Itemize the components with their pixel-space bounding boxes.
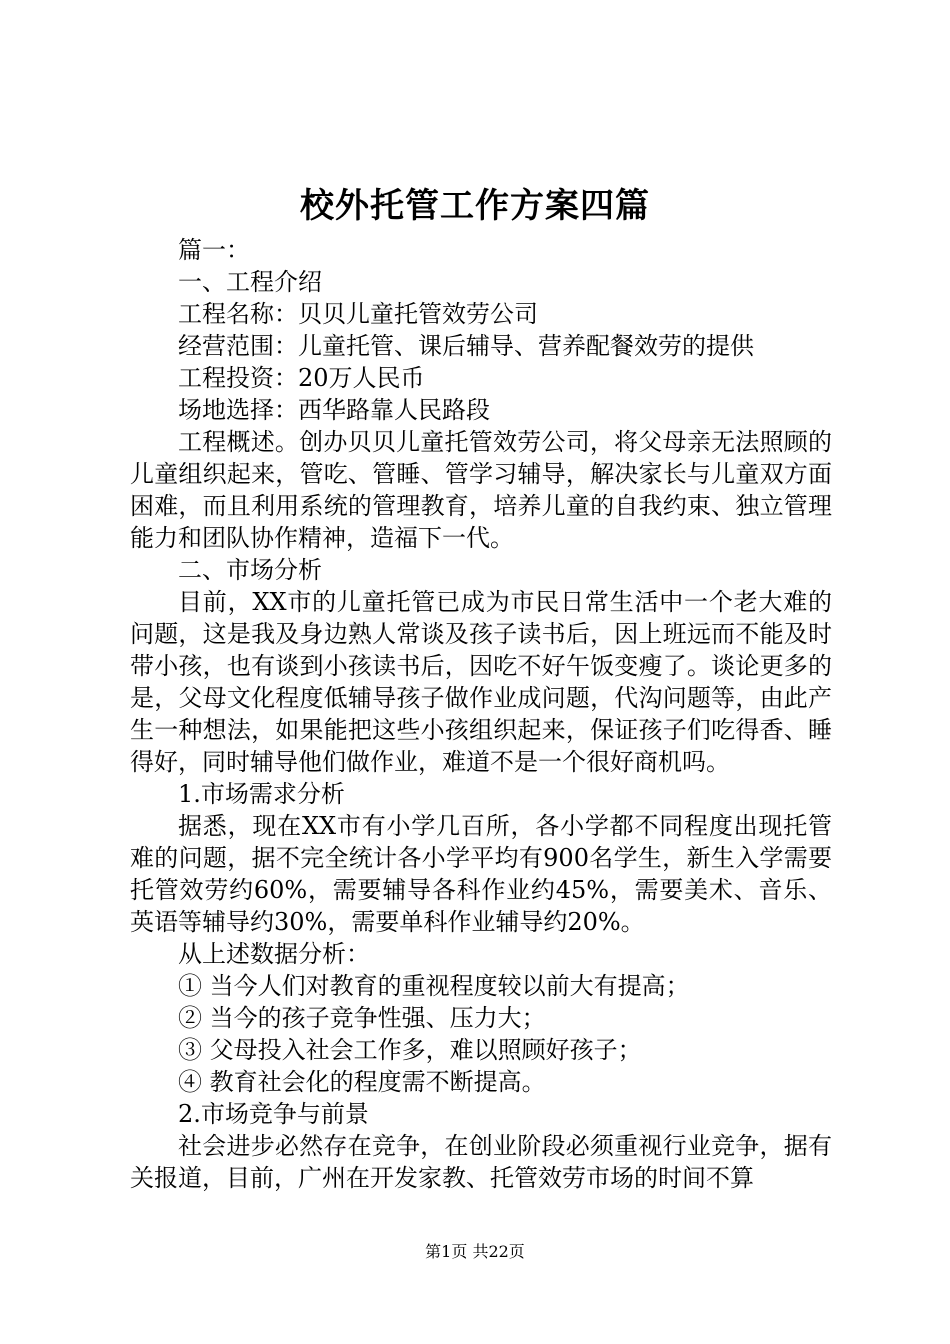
page-footer: 第1页 共22页: [425, 1242, 525, 1261]
paragraph: ③ 父母投入社会工作多，难以照顾好孩子；: [178, 1036, 642, 1064]
paragraph: 据悉，现在XX市有小学几百所，各小学都不同程度出现托管难的问题，据不完全统计各小学平均有900名学生，新生入学需要托管效劳约60%，需要辅导各科作业约45%，需要美术、音乐、英语等辅导约30%，需要单科作业辅导约20%。: [130, 812, 832, 936]
paragraph: ① 当今人们对教育的重视程度较以前大有提高；: [178, 972, 690, 1000]
paragraph: 从上述数据分析：: [178, 940, 370, 968]
paragraph: 2.市场竞争与前景: [178, 1100, 369, 1128]
document-title: 校外托管工作方案四篇: [300, 186, 650, 226]
paragraph: 经营范围：儿童托管、课后辅导、营养配餐效劳的提供: [178, 332, 754, 360]
paragraph: 工程投资：20万人民币: [178, 364, 425, 392]
paragraph: 目前，XX市的儿童托管已成为市民日常生活中一个老大难的问题，这是我及身边熟人常谈及孩子读书后，因上班远而不能及时带小孩，也有谈到小孩读书后，因吃不好午饭变瘦了。谈论更多的是，父母文化程度低辅导孩子做作业成问题，代沟问题等，由此产生一种想法，如果能把这些小孩组织起来，保证孩子们吃得香、睡得好，同时辅导他们做作业，难道不是一个很好商机吗。: [130, 588, 832, 776]
paragraph: ② 当今的孩子竞争性强、压力大；: [178, 1004, 546, 1032]
paragraph: 1.市场需求分析: [178, 780, 345, 808]
document-body: [130, 234, 832, 1194]
paragraph: 场地选择：西华路靠人民路段: [178, 396, 490, 424]
paragraph: 篇一：: [178, 236, 250, 264]
paragraph: 工程概述。创办贝贝儿童托管效劳公司，将父母亲无法照顾的儿童组织起来，管吃、管睡、管学习辅导，解决家长与儿童双方面困难，而且利用系统的管理教育，培养儿童的自我约束、独立管理能力和团队协作精神，造福下一代。: [130, 428, 832, 552]
paragraph: 二、市场分析: [178, 556, 322, 584]
paragraph: 工程名称：贝贝儿童托管效劳公司: [178, 300, 538, 328]
paragraph: 一、工程介绍: [178, 268, 322, 296]
paragraph: 社会进步必然存在竞争，在创业阶段必须重视行业竞争，据有关报道，目前，广州在开发家教、托管效劳市场的时间不算: [130, 1132, 832, 1192]
paragraph: ④ 教育社会化的程度需不断提高。: [178, 1068, 546, 1096]
